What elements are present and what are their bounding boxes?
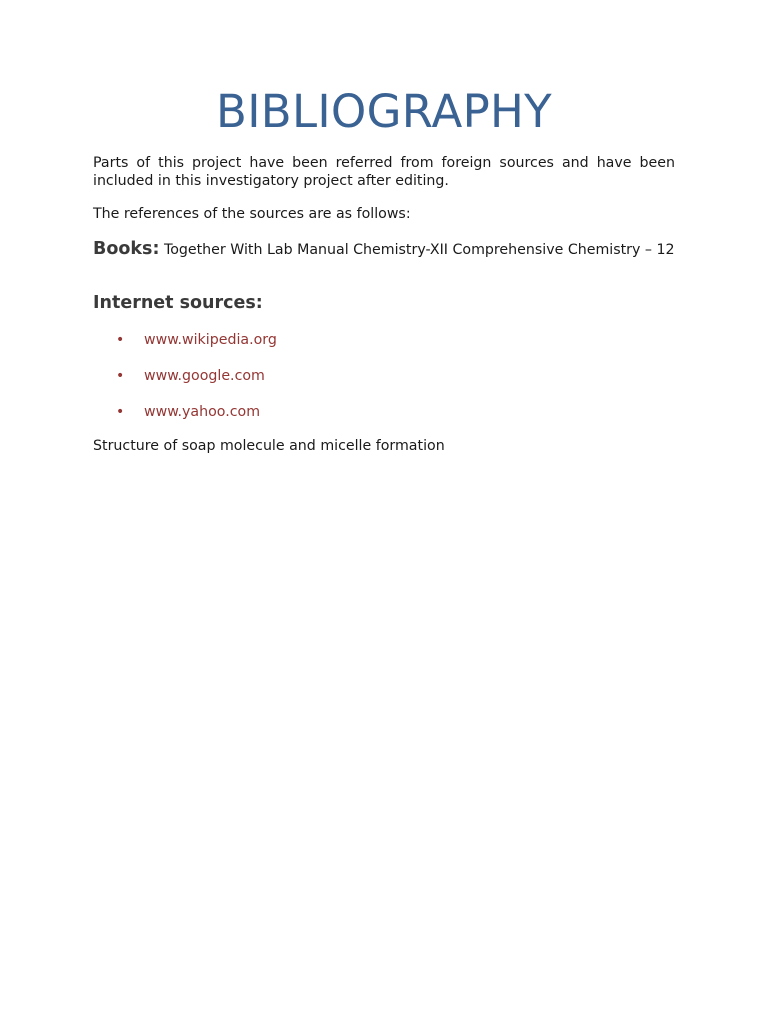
bullet-icon: • [116, 332, 125, 348]
page-title: BIBLIOGRAPHY [216, 85, 552, 138]
link-google[interactable]: www.google.com [144, 368, 265, 384]
books-text: Together With Lab Manual Chemistry-XII Comprehensive Chemistry – 12 [163, 242, 675, 258]
intro-paragraph: Parts of this project have been referred from foreign sources and have been included in this investigatory project after editing. [93, 155, 675, 189]
bullet-icon: • [116, 368, 125, 384]
books-label: Books: [93, 239, 160, 259]
books-paragraph [93, 241, 675, 260]
structure-caption: Structure of soap molecule and micelle formation [93, 438, 445, 454]
bullet-icon: • [116, 404, 125, 420]
references-intro-line: The references of the sources are as follows: [93, 206, 411, 222]
internet-sources-heading: Internet sources: [93, 293, 263, 313]
link-yahoo[interactable]: www.yahoo.com [144, 404, 261, 420]
link-wikipedia[interactable]: www.wikipedia.org [144, 332, 277, 348]
